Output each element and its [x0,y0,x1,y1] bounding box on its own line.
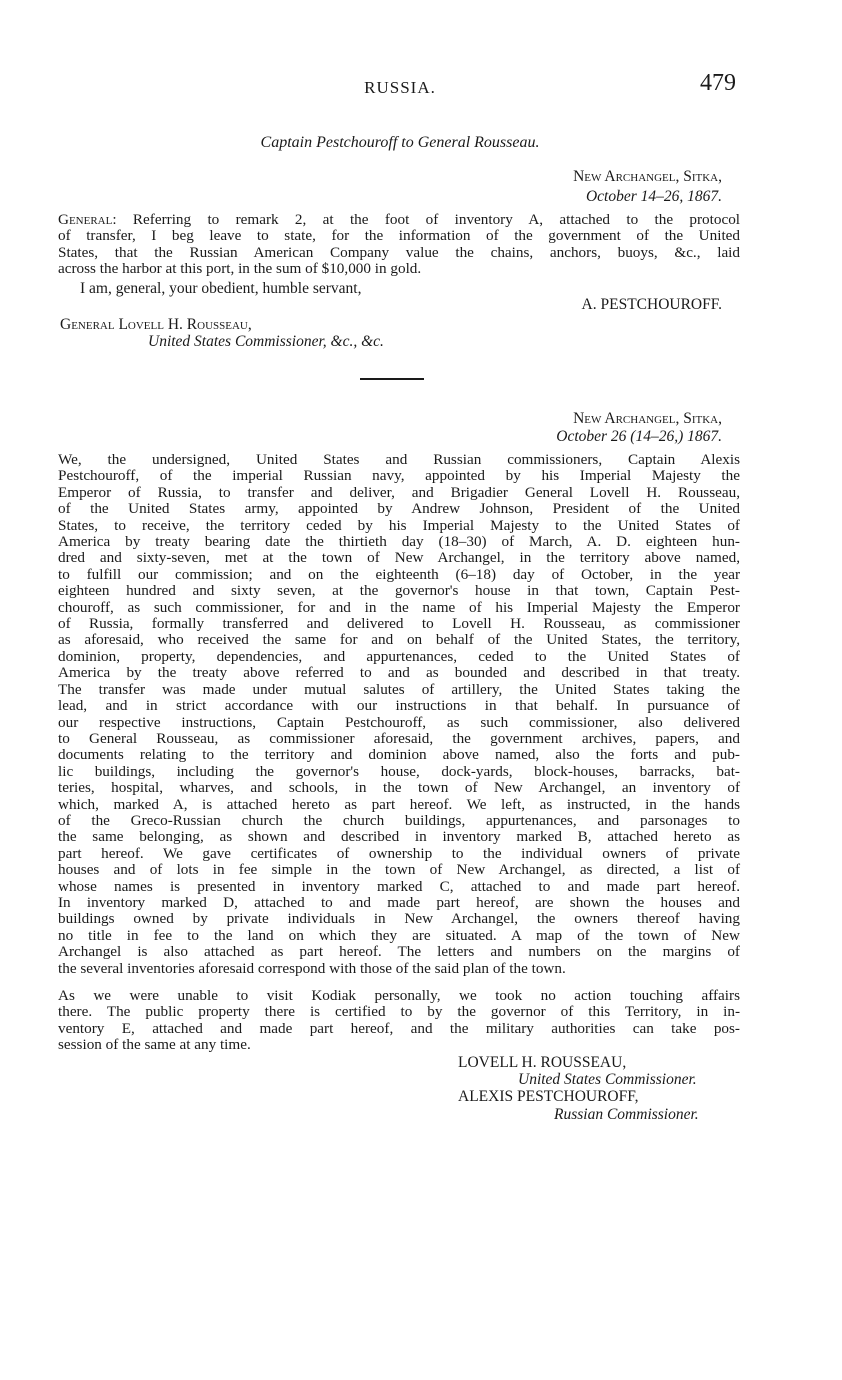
letter2-p1-line-27: whose names is presented in inventory marked C, attached to and made part hereof. [58,877,740,895]
letter2-p1-line-13: dominion, property, dependencies, and appurtenances, ceded to the United States of [58,647,740,665]
letter2-p1-line-6: America by treaty bearing date the thirtieth day (18–30) of March, A. D. eighteen hun- [58,533,740,551]
letter2-p1-line-1: We, the undersigned, United States and Russian commissioners, Captain Alexis [58,451,740,468]
letter2-p1-line-7: dred and sixty-seven, met at the town of New Archangel, in the territory above named, [58,549,740,567]
letter2-paragraph-1 [58,452,740,977]
running-head: RUSSIA. [364,78,436,97]
letter2-p1-line-32: the several inventories aforesaid correspond with those of the said plan of the town. [58,959,566,977]
signature2-title: Russian Commissioner. [554,1106,699,1123]
page-number: 479 [700,70,736,96]
letter2-p2-line-3: ventory E, attached and made part hereof, and the military authorities can take pos- [58,1019,740,1037]
letter2-p1-line-4: of the United States army, appointed by Andrew Johnson, President of the United [58,500,740,518]
letter2-p1-line-17: our respective instructions, Captain Pestchouroff, as such commissioner, also delivered [58,713,740,731]
letter1-date [586,188,722,206]
letter1-line-4: across the harbor at this port, in the sum of $10,000 in gold. [58,260,422,278]
letter-title: Captain Pestchouroff to General Rousseau. [260,134,540,151]
letter2-paragraph-2 [58,988,740,1054]
letter2-p2-line-1: As we were unable to visit Kodiak personally, we took no action touching affairs [58,987,740,1004]
letter2-p1-line-14: America by the treaty above referred to and as bounded and described in that treaty. [58,664,740,682]
letter2-p1-line-24: the same belonging, as shown and described in inventory marked B, attached hereto as [58,828,740,846]
letter1-closing: I am, general, your obedient, humble servant, [80,280,362,297]
letter2-p1-line-25: part hereof. We gave certificates of ownership to the individual owners of private [58,844,740,862]
letter2-p1-line-12: as aforesaid, who received the same for and on behalf of the United States, the territory, [58,631,740,649]
letter2-p1-line-29: buildings owned by private individuals in New Archangel, the owners thereof having [58,910,740,928]
letter2-p1-line-18: to General Rousseau, as commissioner aforesaid, the government archives, papers, and [58,729,740,747]
letter1-addressee: General Lovell H. Rousseau, [60,316,252,333]
letter2-p1-line-30: no title in fee to the land on which they are situated. A map of the town of New [58,926,740,944]
letter2-p1-line-8: to fulfill our commission; and on the eighteenth (6–18) day of October, in the year [58,565,740,583]
signature1-name: LOVELL H. ROUSSEAU, [458,1054,627,1071]
letter2-p1-line-3: Emperor of Russia, to transfer and deliver, and Brigadier General Lovell H. Rousseau, [58,483,740,501]
letter2-p1-line-10: chouroff, as such commissioner, for and in the name of his Imperial Majesty the Emperor [58,598,740,616]
letter2-date [556,428,722,446]
letter1-line-2: of transfer, I beg leave to state, for the information of the government of the United [58,227,740,245]
letter2-p1-line-11: of Russia, formally transferred and delivered to Lovell H. Rousseau, as commissioner [58,615,740,633]
letter2-p1-line-22: which, marked A, is attached hereto as part hereof. We left, as instructed, in the hands [58,795,740,813]
salutation: General: [58,211,117,228]
letter1-line-1 [58,212,740,228]
letter1-line-1-text: Referring to remark 2, at the foot of inventory A, attached to the protocol [132,211,741,228]
letter2-p2-line-2: there. The public property there is certified to by the governor of this Territory, in in- [58,1003,740,1021]
letter2-p1-line-2: Pestchouroff, of the imperial Russian navy, appointed by his Imperial Majesty the [58,467,740,485]
letter2-p1-line-28: In inventory marked D, attached to and made part hereof, are shown the houses and [58,893,740,911]
letter2-p1-line-23: of the Greco-Russian church the church buildings, appurtenances, and parsonages to [58,811,740,829]
letter2-p1-line-16: lead, and in strict accordance with our instructions in that behalf. In pursuance of [58,697,740,715]
letter2-p1-line-19: documents relating to the territory and dominion above named, also the forts and pub- [58,746,740,764]
letter1-signature: A. PESTCHOUROFF. [581,296,722,313]
letter2-p1-line-9: eighteen hundred and sixty seven, at the governor's house in that town, Captain Pest- [58,582,740,600]
letter1-date-text: October 14–26, 1867. [585,188,722,205]
letter2-p1-line-21: teries, hospital, wharves, and schools, in the town of New Archangel, an inventory of [58,779,740,797]
page-header [60,70,740,104]
signature1-title: United States Commissioner. [518,1071,697,1088]
letter2-p1-line-5: States, to receive, the territory ceded by his Imperial Majesty to the United States of [58,516,740,534]
letter2-place: New Archangel, Sitka, [573,410,722,427]
letter2-p2-line-4: session of the same at any time. [58,1036,251,1054]
letter1-place: New Archangel, Sitka, [573,168,722,185]
letter2-p1-line-31: Archangel is also attached as part hereof. The letters and numbers on the margins of [58,943,740,961]
letter2-date-text: October 26 (14–26,) 1867. [556,428,722,445]
section-divider [360,378,424,380]
signature2-name: ALEXIS PESTCHOUROFF, [458,1088,639,1105]
letter1-line-3: States, that the Russian American Company value the chains, anchors, buoys, &c., laid [58,243,740,261]
letter1-body [58,212,740,278]
letter2-p1-line-15: The transfer was made under mutual salutes of artillery, the United States taking the [58,680,740,698]
letter2-p1-line-26: houses and of lots in fee simple in the town of New Archangel, as directed, a list of [58,861,740,879]
letter1-addressee-title: United States Commissioner, &c., &c. [148,333,384,350]
letter2-p1-line-20: lic buildings, including the governor's house, dock-yards, block-houses, barracks, bat- [58,762,740,780]
